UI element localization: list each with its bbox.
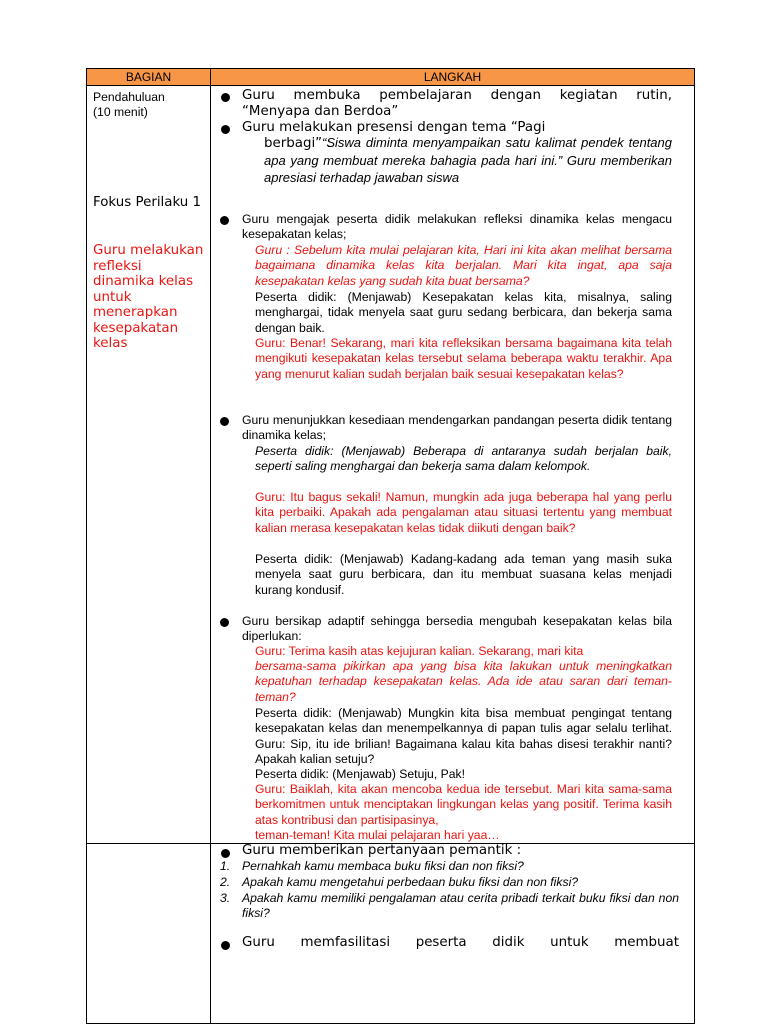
dialog-guru-cont: bersama-sama pikirkan apa yang bisa kita lakukan untuk meningkatkan kepatuhan terhadap kesepakatan kelas. Ada ide atau saran dari teman-teman?: [255, 659, 672, 704]
step-presensi: Guru melakukan presensi dengan tema “Pagi: [242, 120, 546, 135]
step-pemantik: Guru memberikan pertanyaan pemantik :: [242, 843, 522, 858]
dialog-peserta: Peserta didik: (Menjawab) Beberapa di antaranya sudah berjalan baik, seperti saling menghargai dan bekerja sama dalam kelompok.: [255, 444, 672, 474]
bullet-icon: [221, 941, 230, 950]
bullet-icon: [221, 125, 230, 134]
dialog-guru: Guru : Sebelum kita mulai pelajaran kita, Hari ini kita akan melihat bersama bagaimana dinamika kelas kita berjalan. Mari kita ingat, apa saja kesepakatan kelas yang sudah kita buat bersama?: [255, 243, 672, 288]
bullet-icon: [220, 216, 229, 225]
header-langkah: LANGKAH: [210, 68, 695, 86]
question-text: Pernahkah kamu membaca buku fiksi dan non fiksi?: [242, 859, 524, 873]
bullet-icon: [221, 849, 230, 858]
question-text: Apakah kamu mengetahui perbedaan buku fiksi dan non fiksi?: [242, 875, 579, 889]
step-presensi-cont: berbagi” :: [264, 136, 331, 151]
bullet-icon: [220, 618, 229, 627]
dialog-guru-cont: teman-teman! Kita mulai pelajaran hari yaa…: [255, 828, 500, 842]
table-divider: [210, 85, 211, 1024]
table-border-left: [86, 85, 87, 1024]
step-mendengarkan-intro: Guru menunjukkan kesediaan mendengarkan pandangan peserta didik tentang dinamika kelas;: [242, 413, 672, 443]
focus-description: Guru melakukan refleksi dinamika kelas untuk menerapkan kesepakatan kelas: [93, 243, 204, 351]
bullet-icon: [220, 417, 229, 426]
question-number: 2.: [220, 875, 231, 889]
step-refleksi-intro: Guru mengajak peserta didik melakukan refleksi dinamika kelas mengacu kesepakatan kelas;: [242, 212, 672, 242]
question-number: 1.: [220, 859, 231, 873]
table-border-right: [694, 85, 695, 1024]
dialog-peserta: Peserta didik: (Menjawab) Mungkin kita bisa membuat pengingat tentang kesepakatan kelas dan menempelkannya di papan tulis agar selalu terlihat. Guru: Sip, itu ide brilian! Bagaimana kalau kita bahas disesi terakhir nanti? Apakah kalian setuju?: [255, 706, 672, 767]
dialog-guru: Guru: Terima kasih atas kejujuran kalian. Sekarang, mari kita: [255, 644, 584, 658]
step-opening: Guru membuka pembelajaran dengan kegiatan rutin, “Menyapa dan Berdoa”: [242, 88, 672, 119]
section-duration: (10 menit): [93, 105, 148, 120]
header-bagian: BAGIAN: [86, 68, 211, 86]
step-presensi-detail: “Siswa diminta menyampaikan satu kalimat pendek tentang apa yang membuat mereka bahagia pada hari ini.” Guru memberikan apresiasi terhadap jawaban siswa: [264, 135, 672, 185]
dialog-peserta: Peserta didik: (Menjawab) Kesepakatan kelas kita, misalnya, saling menghargai, tidak menyela saat guru sedang berbicara, dan bekerja sama dengan baik.: [255, 290, 672, 335]
question-text: Apakah kamu memiliki pengalaman atau cerita pribadi terkait buku fiksi dan non fiksi?: [242, 891, 679, 921]
question-number: 3.: [220, 891, 231, 905]
focus-title: Fokus Perilaku 1: [93, 195, 202, 210]
bagian-cell: [93, 90, 207, 121]
dialog-guru: Guru: Baiklah, kita akan mencoba kedua ide tersebut. Mari kita sama-sama berkomitmen untuk menciptakan lingkungan kelas yang positif. Terima kasih atas kontribusi dan partisipasinya,: [255, 782, 672, 827]
bullet-icon: [221, 93, 230, 102]
step-adaptif-intro: Guru bersikap adaptif sehingga bersedia mengubah kesepakatan kelas bila diperlukan:: [242, 614, 672, 644]
step-memfasilitasi: Guru memfasilitasi peserta didik untuk membuat: [242, 935, 679, 950]
dialog-peserta: Peserta didik: (Menjawab) Setuju, Pak!: [255, 767, 465, 781]
dialog-guru: Guru: Benar! Sekarang, mari kita refleksikan bersama bagaimana kita telah mengikuti kesepakatan kelas tersebut selama beberapa waktu terakhir. Apa yang menurut kalian sudah berjalan baik sesuai kesepakatan kelas?: [255, 336, 672, 381]
dialog-peserta: Peserta didik: (Menjawab) Kadang-kadang ada teman yang masih suka menyela saat guru berbicara, dan itu membuat suasana kelas menjadi kurang kondusif.: [255, 552, 672, 597]
dialog-guru: Guru: Itu bagus sekali! Namun, mungkin ada juga beberapa hal yang perlu kita perbaiki. Apakah ada pengalaman atau situasi tertentu yang membuat kalian merasa kesepakatan kelas tidak diikuti dengan baik?: [255, 490, 672, 535]
section-title: Pendahuluan: [93, 90, 165, 104]
